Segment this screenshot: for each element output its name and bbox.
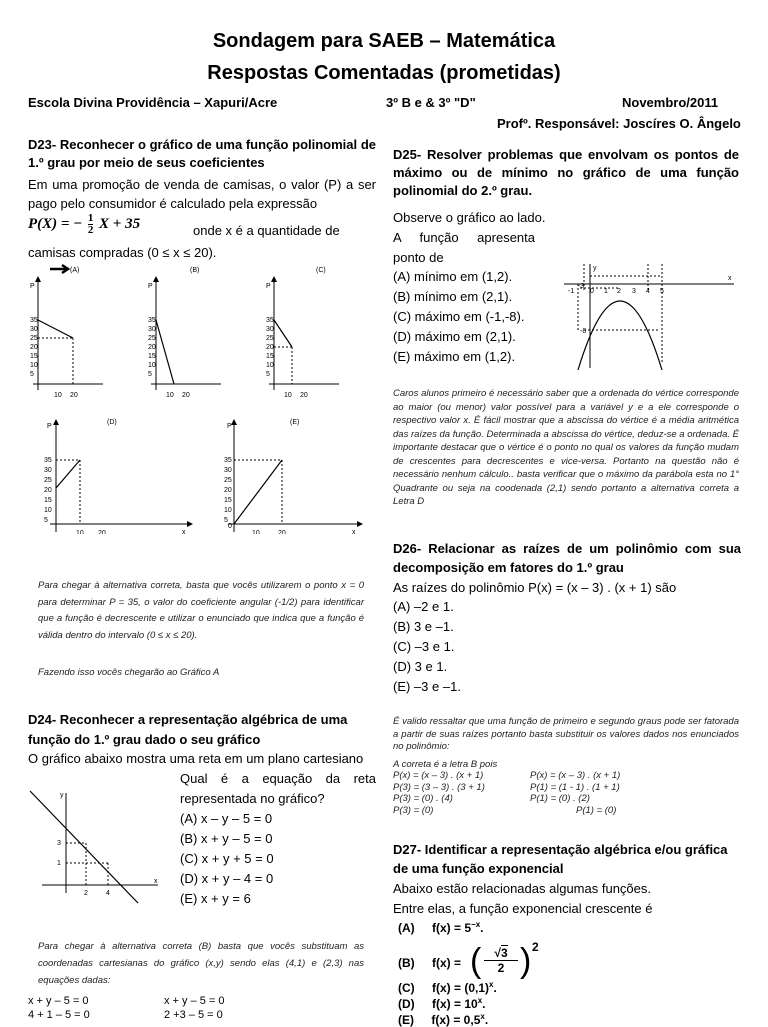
svg-text:3: 3	[57, 840, 61, 847]
svg-text:5: 5	[148, 371, 152, 378]
svg-text:15: 15	[148, 353, 156, 360]
svg-text:20: 20	[70, 392, 78, 399]
d24-option-e[interactable]: (E) x + y = 6	[180, 891, 251, 906]
graph-a-line	[38, 320, 73, 338]
d26-note: É valido ressaltar que uma função de primeiro e segundo graus pode ser fatorada a partir de suas raízes portanto basta substituir os valores dados nos enunciados no polinômio:	[393, 716, 739, 752]
svg-text:P: P	[47, 423, 52, 430]
svg-text:30: 30	[148, 326, 156, 333]
svg-text:10: 10	[284, 392, 292, 399]
svg-text:5: 5	[30, 371, 34, 378]
svg-text:35: 35	[44, 457, 52, 464]
svg-text:5: 5	[224, 517, 228, 524]
d23-title: D23- Reconhecer o gráfico de uma função polinomial de 1.º grau por meio de seus coeficientes	[28, 137, 376, 170]
page-title: Sondagem para SAEB – Matemática	[212, 30, 556, 52]
d26-question: As raízes do polinômio P(x) = (x – 3) . (x + 1) são	[393, 580, 677, 595]
svg-text:5: 5	[44, 517, 48, 524]
d25-option-c[interactable]: (C) máximo em (-1,-8).	[393, 309, 525, 324]
page-subtitle: Respostas Comentadas (prometidas)	[207, 62, 561, 84]
d27-title: D27- Identificar a representação algébrica e/ou gráfica de uma função exponencial	[393, 842, 728, 876]
svg-text:20: 20	[224, 487, 232, 494]
graph-a-label: (A)	[70, 267, 80, 274]
svg-text:35: 35	[224, 457, 232, 464]
svg-text:y: y	[593, 265, 597, 272]
svg-text:35: 35	[148, 317, 156, 324]
d23-graphs	[28, 262, 378, 534]
svg-text:x: x	[352, 529, 356, 534]
fraction-numerator: 1	[87, 212, 94, 224]
d23-note: Para chegar à alternativa correta, basta que vocês utilizarem o ponto x = 0 para determinar P = 35, o valor do coeficiente angular (-1/2) para identificar que a função é decrescente e utilizar o enunciado que indica que a função é válida dentro do intervalo (0 ≤ x ≤ 20).	[38, 580, 364, 641]
formula-rhs: X + 35	[99, 215, 141, 232]
d27-option-e[interactable]: (E) $f(x) = 0,5^x$.	[398, 1012, 489, 1027]
graph-e-line	[234, 460, 282, 524]
svg-text:P: P	[266, 283, 271, 290]
d24-options	[180, 809, 274, 909]
graph-d	[44, 419, 192, 534]
graph-c	[266, 267, 339, 399]
d24-note: Para chegar à alternativa correta (B) basta que vocês substituam as coordenadas cartesianas do gráfico (x,y) sendo elas (4,1) e (2,3) nas equações dadas:	[38, 941, 364, 986]
graph-a	[30, 265, 103, 399]
svg-text:35: 35	[30, 317, 38, 324]
graph-d-line	[56, 460, 80, 488]
svg-text:1: 1	[604, 288, 608, 295]
svg-text:15: 15	[266, 353, 274, 360]
arrow-indicator-icon	[50, 265, 68, 273]
svg-text:30: 30	[30, 326, 38, 333]
svg-text:0: 0	[590, 288, 594, 295]
d26-option-c[interactable]: (C) –3 e 1.	[393, 639, 455, 654]
d26-option-b[interactable]: (B) 3 e –1.	[393, 619, 454, 634]
svg-text:20: 20	[44, 487, 52, 494]
svg-text:10: 10	[252, 530, 260, 534]
d24-option-d[interactable]: (D) x + y – 4 = 0	[180, 871, 274, 886]
d25-option-b[interactable]: (B) mínimo em (2,1).	[393, 289, 513, 304]
d27-intro-1: Abaixo estão relacionadas algumas funções.	[393, 881, 651, 896]
svg-text:4: 4	[106, 890, 110, 897]
d24-eq-left: x + y – 5 = 0 4 + 1 – 5 = 0	[28, 995, 90, 1021]
svg-text:10: 10	[30, 362, 38, 369]
graph-b	[148, 267, 221, 399]
d25-note: Caros alunos primeiro é necessário saber que a ordenada do vértice corresponde ao maior (ou menor) valor possível para a variável y e a ele corresponde o respectivo valor x. É fácil mostrar que a abscissa do vértice é a média aritmética das raízes da função. Determinada a abscissa do vértice, deduz-se a ordenada. É importante destacar que o vértice é o ponto no qual os valores da função mudam de crescentes para decrescentes e vice-versa. Portanto na questão não é necessário nenhum cálculo.. basta verificar que o máximo da parábola esta no 1° Quadrante ou seja na coodenada (2,1) sendo portanto a alternativa correta a Letra D	[393, 388, 739, 507]
d23-formula-after: onde x é a quantidade de camisas compradas (0 ≤ x ≤ 20).	[28, 223, 340, 260]
svg-text:x: x	[182, 529, 186, 534]
d27-intro-2: Entre elas, a função exponencial crescente é	[393, 901, 653, 916]
svg-text:x: x	[154, 878, 158, 885]
d25-graph	[560, 262, 738, 370]
d26-calc-right: P(x) = (x – 3) . (x + 1) P(1) = (1 - 1) . (1 + 1) P(1) = (0) . (2) P(1) = (0)	[530, 770, 621, 816]
svg-text:10: 10	[166, 392, 174, 399]
d24-title: D24- Reconhecer a representação algébrica de uma função do 1.º grau dado o seu gráfico	[28, 712, 348, 747]
svg-text:15: 15	[224, 497, 232, 504]
d24-intro: O gráfico abaixo mostra uma reta em um plano cartesiano	[28, 751, 364, 766]
d24-eq-right: x + y – 5 = 0 2 +3 – 5 = 0	[164, 995, 225, 1021]
graph-c-label: (C)	[316, 267, 326, 274]
svg-text:30: 30	[266, 326, 274, 333]
svg-text:15: 15	[44, 497, 52, 504]
svg-text:3: 3	[632, 288, 636, 295]
svg-text:10: 10	[54, 392, 62, 399]
graph-e	[224, 419, 362, 534]
svg-text:25: 25	[44, 477, 52, 484]
d25-options	[393, 267, 524, 367]
graph-e-label: (E)	[290, 419, 300, 426]
d24-question: Qual é a equação da reta representada no gráfico?	[180, 771, 376, 806]
svg-text:10: 10	[76, 530, 84, 534]
d27-option-c[interactable]: (C) $f(x) = (0,1)^x$.	[398, 980, 497, 995]
svg-text:10: 10	[266, 362, 274, 369]
svg-text:20: 20	[278, 530, 286, 534]
svg-text:25: 25	[148, 335, 156, 342]
d24-option-b[interactable]: (B) x + y – 5 = 0	[180, 831, 273, 846]
svg-text:15: 15	[30, 353, 38, 360]
d23-conclusion: Fazendo isso vocês chegarão ao Gráfico A	[38, 667, 220, 678]
svg-text:20: 20	[182, 392, 190, 399]
graph-c-line	[274, 320, 292, 347]
class-list: 3º B e & 3º "D"	[386, 95, 476, 110]
date: Novembro/2011	[622, 95, 719, 110]
d26-option-a[interactable]: (A) –2 e 1.	[393, 599, 454, 614]
d26-title: D26- Relacionar as raízes de um polinômio com sua decomposição em fatores do 1.º grau	[393, 541, 741, 575]
d23-intro: Em uma promoção de venda de camisas, o valor (P) a ser pago pelo consumidor é calculado pela expressão	[28, 177, 376, 211]
svg-text:2: 2	[84, 890, 88, 897]
d24-option-a[interactable]: (A) x – y – 5 = 0	[180, 811, 273, 826]
d27-option-a[interactable]: (A) $f(x) = 5^{-x}$.	[398, 920, 484, 935]
svg-text:20: 20	[300, 392, 308, 399]
svg-text:P: P	[30, 283, 35, 290]
svg-text:30: 30	[224, 467, 232, 474]
graph-b-label: (B)	[190, 267, 200, 274]
d24-option-c[interactable]: (C) x + y + 5 = 0	[180, 851, 274, 866]
graph-d-label: (D)	[107, 419, 117, 426]
d24-graph	[28, 785, 168, 905]
svg-text:5: 5	[266, 371, 270, 378]
d25-option-e[interactable]: (E) máximo em (1,2).	[393, 349, 516, 364]
svg-text:x: x	[728, 275, 732, 282]
formula-lhs: P(X) = −	[28, 215, 83, 232]
svg-text:25: 25	[224, 477, 232, 484]
svg-text:10: 10	[44, 507, 52, 514]
d26-option-d[interactable]: (D) 3 e 1.	[393, 659, 448, 674]
d24-line	[30, 791, 138, 903]
graph-b-line	[156, 320, 174, 384]
d27-option-d[interactable]: (D) $f(x) = 10^x$.	[398, 996, 486, 1011]
d25-intro-1: Observe o gráfico ao lado.	[393, 210, 546, 225]
svg-text:y: y	[60, 792, 64, 799]
svg-text:20: 20	[266, 344, 274, 351]
svg-text:4: 4	[646, 288, 650, 295]
svg-text:1: 1	[57, 860, 61, 867]
svg-text:0: 0	[228, 523, 232, 530]
d25-option-a[interactable]: (A) mínimo em (1,2).	[393, 269, 513, 284]
d27-b-fraction: √3 2	[484, 946, 518, 975]
svg-text:5: 5	[660, 288, 664, 295]
d25-intro-2: A função apresenta	[393, 230, 535, 245]
svg-text:-1: -1	[568, 288, 575, 295]
svg-text:P: P	[227, 423, 232, 430]
d25-parabola	[578, 301, 662, 370]
svg-text:10: 10	[224, 507, 232, 514]
d26-calc-left: P(x) = (x – 3) . (x + 1) P(3) = (3 – 3) . (3 + 1) P(3) = (0) . (4) P(3) = (0)	[393, 770, 485, 816]
d26-options	[393, 597, 461, 697]
svg-text:P: P	[148, 283, 153, 290]
svg-text:-3: -3	[578, 283, 585, 290]
d25-intro-3: ponto de	[393, 250, 444, 265]
d26-correct: A correta é a letra B pois	[393, 759, 498, 770]
d25-option-d[interactable]: (D) máximo em (2,1).	[393, 329, 516, 344]
svg-text:30: 30	[44, 467, 52, 474]
d26-option-e[interactable]: (E) –3 e –1.	[393, 679, 461, 694]
svg-text:-8: -8	[580, 328, 587, 335]
d25-title: D25- Resolver problemas que envolvam os pontos de máximo ou de mínimo no gráfico de uma função polinomial do 2.º grau.	[393, 147, 739, 198]
svg-text:25: 25	[30, 335, 38, 342]
teacher: Profº. Responsável: Joscíres O. Ângelo	[497, 116, 741, 131]
svg-text:20: 20	[148, 344, 156, 351]
fraction-denominator: 2	[87, 224, 94, 236]
svg-text:20: 20	[98, 530, 106, 534]
svg-text:20: 20	[30, 344, 38, 351]
svg-text:35: 35	[266, 317, 274, 324]
svg-text:2: 2	[617, 288, 621, 295]
svg-text:25: 25	[266, 335, 274, 342]
svg-text:10: 10	[148, 362, 156, 369]
school-name: Escola Divina Providência – Xapuri/Acre	[28, 95, 278, 110]
